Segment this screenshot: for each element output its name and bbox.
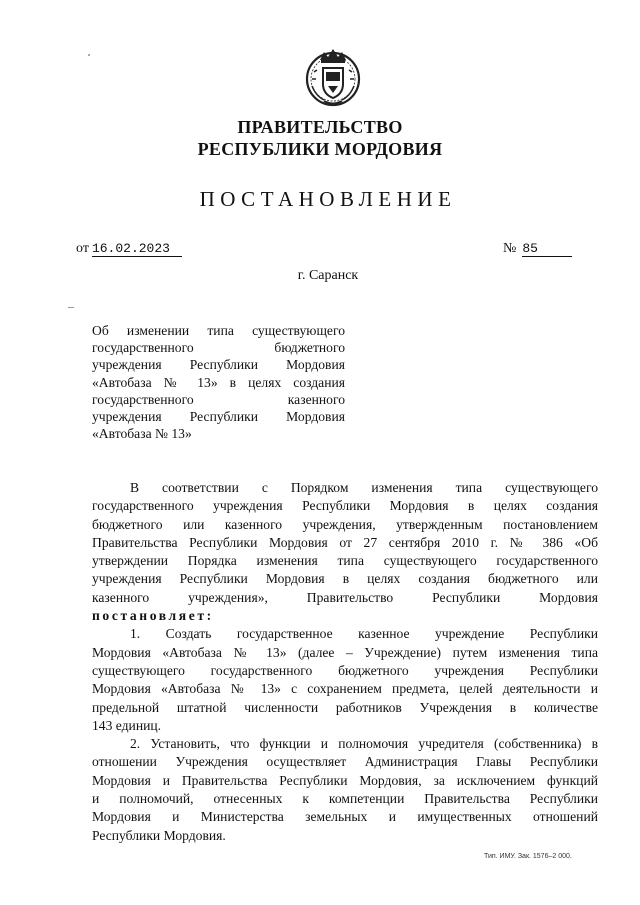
subject-line: государственного казенного [92, 391, 345, 407]
item2-line: и полномочий, отнесенных к компетенции Правительства Республики [92, 791, 598, 807]
organization-title-line2: РЕСПУБЛИКИ МОРДОВИЯ [197, 139, 443, 159]
organization-title-line1: ПРАВИТЕЛЬСТВО [237, 117, 403, 137]
document-body [92, 479, 598, 845]
document-date-row [76, 241, 182, 257]
document-subject [92, 322, 345, 442]
resolves-word: постановляет: [92, 608, 214, 624]
coat-of-arms-icon [302, 46, 364, 108]
preamble-line: В соответствии с Порядком изменения типа существующего [130, 480, 598, 495]
scan-speck [88, 54, 90, 56]
date-prefix: от [76, 241, 89, 256]
subject-line: государственного бюджетного [92, 340, 345, 356]
print-note: Тип. ИМУ. Зак. 1576–2 000. [484, 853, 572, 860]
item1-line: Мордовия «Автобаза № 13» (далее – Учреждение) путем изменения типа [92, 644, 598, 660]
subject-line: учреждения Республики Мордовия [92, 408, 345, 424]
subject-line: «Автобаза № 13» [92, 426, 192, 442]
scan-speck [68, 307, 74, 308]
document-number-row [503, 241, 572, 257]
document-type-heading: ПОСТАНОВЛЕНИЕ [199, 187, 457, 211]
subject-line: Об изменении типа существующего [92, 323, 345, 338]
item1-line: 1. Создать государственное казенное учреждение Республики [130, 626, 598, 642]
item1-line: существующего государственного бюджетного учреждения Республики [92, 662, 598, 678]
resolves-line [92, 607, 598, 625]
item1-line: Мордовия «Автобаза № 13» с сохранением предмета, целей деятельности и [92, 681, 598, 697]
item2-line: Республики Мордовия. [92, 827, 226, 843]
item1-line: предельной штатной численности работников Учреждения в количестве [92, 699, 598, 715]
item2-line: Мордовия и Министерства земельных и имущественных отношений [92, 809, 598, 825]
preamble-line: утверждении Порядка изменения типа существующего государственного [92, 553, 598, 569]
document-city: г. Саранск [297, 268, 359, 283]
number-prefix: № [503, 241, 517, 256]
item2-line: Мордовия и Правительства Республики Мордовия, за исключением функций [92, 772, 598, 788]
preamble-line: Правительства Республики Мордовия от 27 сентября 2010 г. № 386 «Об [92, 534, 598, 550]
item1-line: 143 единиц. [92, 717, 162, 733]
item2-line: 2. Установить, что функции и полномочия учредителя (собственника) в [130, 736, 598, 752]
preamble-line: бюджетного или казенного учреждения, утвержденным постановлением [92, 516, 598, 532]
preamble-line: учреждения Республики Мордовия в целях создания бюджетного или [92, 571, 598, 587]
subject-line: учреждения Республики Мордовия [92, 357, 345, 373]
preamble-line: государственного учреждения Республики Мордовия в целях создания [92, 498, 598, 514]
preamble-line: казенного учреждения», Правительство Республики Мордовия [92, 589, 598, 605]
subject-line: «Автобаза № 13» в целях создания [92, 374, 345, 390]
document-number: 85 [522, 242, 572, 257]
item2-line: отношении Учреждения осуществляет Администрация Главы Республики [92, 754, 598, 770]
document-date: 16.02.2023 [92, 242, 182, 257]
